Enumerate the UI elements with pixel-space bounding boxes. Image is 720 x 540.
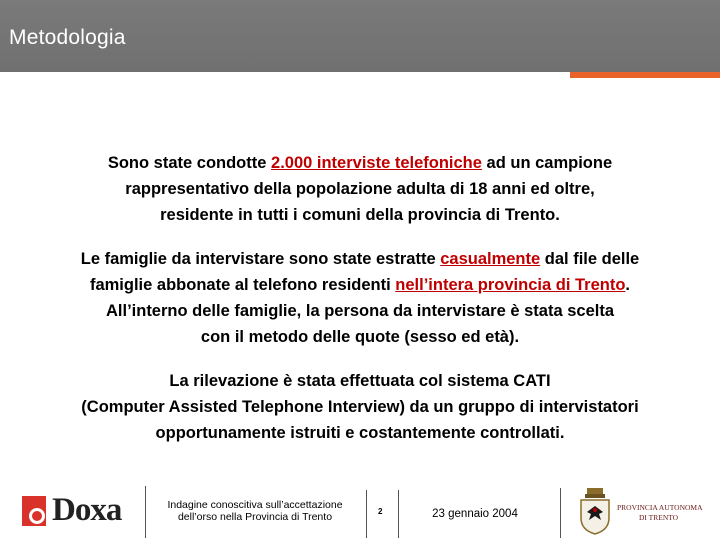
footer-divider-1 <box>145 486 146 538</box>
p1-highlight: 2.000 interviste telefoniche <box>271 154 482 172</box>
doxa-logo <box>22 492 134 528</box>
page-number: 2 <box>378 507 383 516</box>
footer-divider-2 <box>366 490 367 538</box>
p1-text-post: ad un campione <box>481 154 613 172</box>
p1-text-pre: Sono state condotte <box>107 154 272 172</box>
p1-line3: residente in tutti i comuni della provincia di Trento. <box>160 206 560 224</box>
p1-line2: rappresentativo della popolazione adulta di 18 anni ed oltre, <box>125 180 595 198</box>
p2-line3: All’interno delle famiglie, la persona da intervistare è stata scelta <box>105 302 615 320</box>
p2-highlight-province: nell’intera provincia di Trento <box>395 276 626 294</box>
province-name <box>617 503 717 523</box>
doxa-logo-mark <box>22 496 46 526</box>
paragraph-selection <box>0 246 720 350</box>
doxa-logo-text: Doxa <box>52 492 122 528</box>
p2-highlight-random: casualmente <box>440 250 541 268</box>
p3-line1: La rilevazione è stata effettuata col sistema CATI <box>169 372 551 390</box>
p3-line2: (Computer Assisted Telephone Interview) da un gruppo di intervistatori <box>81 398 639 416</box>
methodology-text <box>0 150 720 464</box>
paragraph-sample <box>0 150 720 228</box>
province-name-line2: DI TRENTO <box>639 513 679 522</box>
p2-line2-post: . <box>625 276 631 294</box>
p2-line2-pre: famiglie abbonate al telefono residenti <box>89 276 396 294</box>
header-bar <box>0 0 720 72</box>
p1-line1 <box>0 150 720 176</box>
province-crest-icon <box>575 486 615 536</box>
p2-line1 <box>0 246 720 272</box>
p2-line4: con il metodo delle quote (sesso ed età). <box>200 328 520 346</box>
paragraph-cati <box>0 368 720 446</box>
province-name-line1: PROVINCIA AUTONOMA <box>617 503 703 512</box>
study-title <box>148 499 362 523</box>
p3-line3: opportunamente istruiti e costantemente controllati. <box>155 424 565 442</box>
p2-line2 <box>0 272 720 298</box>
study-title-line1: Indagine conoscitiva sull’accettazione <box>167 499 343 511</box>
p2-text-pre: Le famiglie da intervistare sono state estratte <box>80 250 441 268</box>
footer-divider-4 <box>560 488 561 538</box>
study-title-line2: dell’orso nella Provincia di Trento <box>177 511 333 523</box>
presentation-date: 23 gennaio 2004 <box>432 508 518 520</box>
accent-bar <box>570 72 720 78</box>
footer-divider-3 <box>398 490 399 538</box>
page-title: Metodologia <box>9 26 126 49</box>
p2-text-post: dal file delle <box>540 250 640 268</box>
